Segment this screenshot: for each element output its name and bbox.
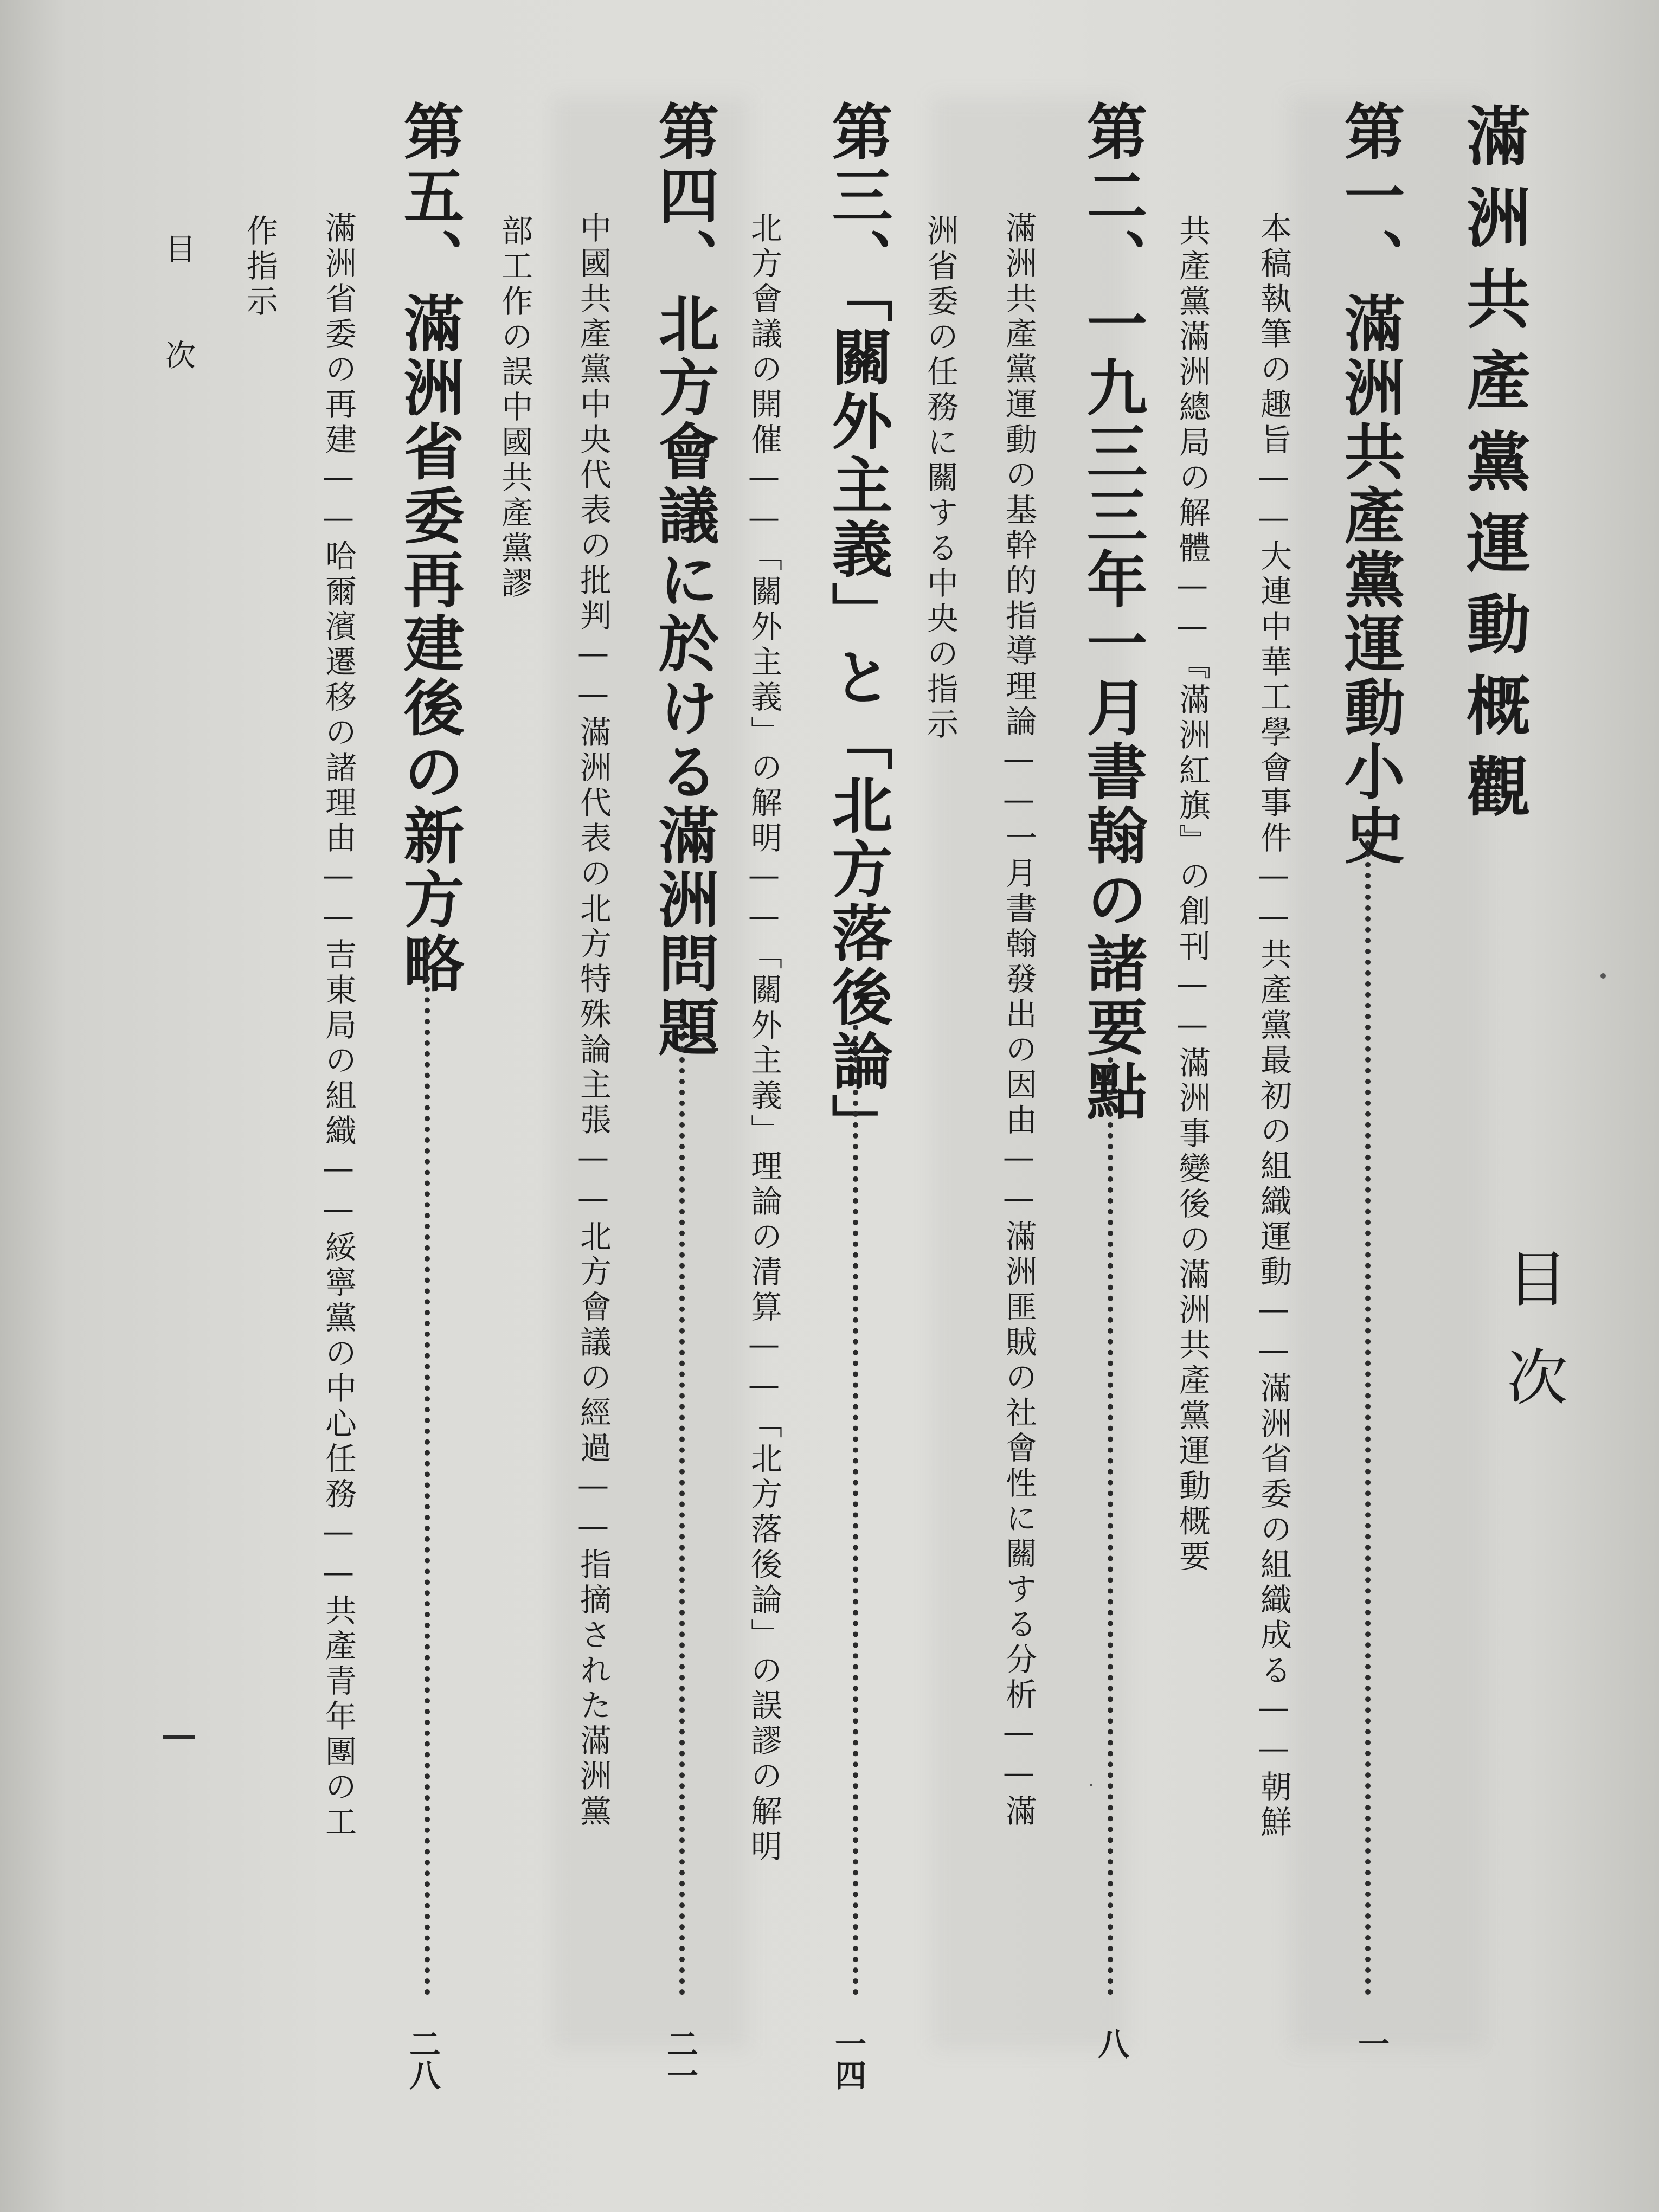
chapter-3-summary-line-1: 北方會議の開催——「關外主義」の解明——「關外主義」理論の清算——「北方落後論」の誤謬の解明: [745, 211, 782, 1865]
chapter-5-summary-line-2: 作指示: [241, 214, 278, 320]
chapter-1-summary-line-1: 本稿執筆の趣旨——大連中華工學會事件——共產黨最初の組織運動——滿洲省委の組織成る——朝鮮: [1255, 211, 1292, 1841]
chapter-4-leader-dots: [679, 1014, 685, 1995]
chapter-2-summary-line-2: 洲省委の任務に關する中央の指示: [922, 214, 959, 743]
chapter-2-summary-line-1: 滿洲共產黨運動の基幹的指導理論——一月書翰發出の因由——滿洲匪賊の社會性に關する分析——滿: [1000, 211, 1037, 1830]
paper-speck: [1090, 1784, 1092, 1786]
chapter-3-heading[interactable]: 第三、「關外主義」と「北方落後論」: [822, 100, 893, 1158]
running-head: 目次: [160, 233, 196, 446]
chapter-2-page-number[interactable]: 八: [1092, 2028, 1129, 2059]
folio-mark: [163, 1735, 195, 1739]
chapter-5-page-number[interactable]: 二八: [404, 2028, 441, 2091]
book-title: 滿洲共產黨運動概觀: [1456, 103, 1531, 835]
chapter-3-leader-dots: [853, 1025, 858, 1995]
chapter-4-summary-line-1: 中國共產黨中央代表の批判——滿洲代表の北方特殊論主張——北方會議の經過——指摘された滿洲黨: [575, 211, 612, 1830]
toc-label: 目次: [1497, 1247, 1567, 1444]
chapter-1-page-number[interactable]: 一: [1353, 2028, 1390, 2059]
chapter-3-page-number[interactable]: 一四: [829, 2028, 866, 2091]
chapter-1-heading[interactable]: 第一、滿洲共產黨運動小史: [1334, 100, 1405, 868]
chapter-4-summary-line-2: 部工作の誤中國共產黨謬: [496, 214, 533, 602]
paper-speck: [1600, 973, 1606, 979]
chapter-4-heading[interactable]: 第四、北方會議に於ける滿洲問題: [648, 100, 719, 1060]
chapter-4-page-number[interactable]: 二一: [661, 2028, 698, 2091]
chapter-2-heading[interactable]: 第二、一九三三年一月書翰の諸要點: [1077, 100, 1148, 1124]
chapter-5-summary-line-1: 滿洲省委の再建——哈爾濱遷移の諸理由——吉東局の組織——綏寧黨の中心任務——共產青年團の工: [320, 211, 357, 1841]
chapter-2-leader-dots: [1108, 1057, 1113, 1995]
chapter-5-leader-dots: [425, 943, 430, 1995]
chapter-1-leader-dots: [1365, 829, 1371, 1995]
chapter-1-summary-line-2: 共產黨滿洲總局の解體——『滿洲紅旗』の創刊——滿洲事變後の滿洲共產黨運動概要: [1174, 214, 1211, 1575]
chapter-5-heading[interactable]: 第五、滿洲省委再建後の新方略: [394, 100, 465, 996]
